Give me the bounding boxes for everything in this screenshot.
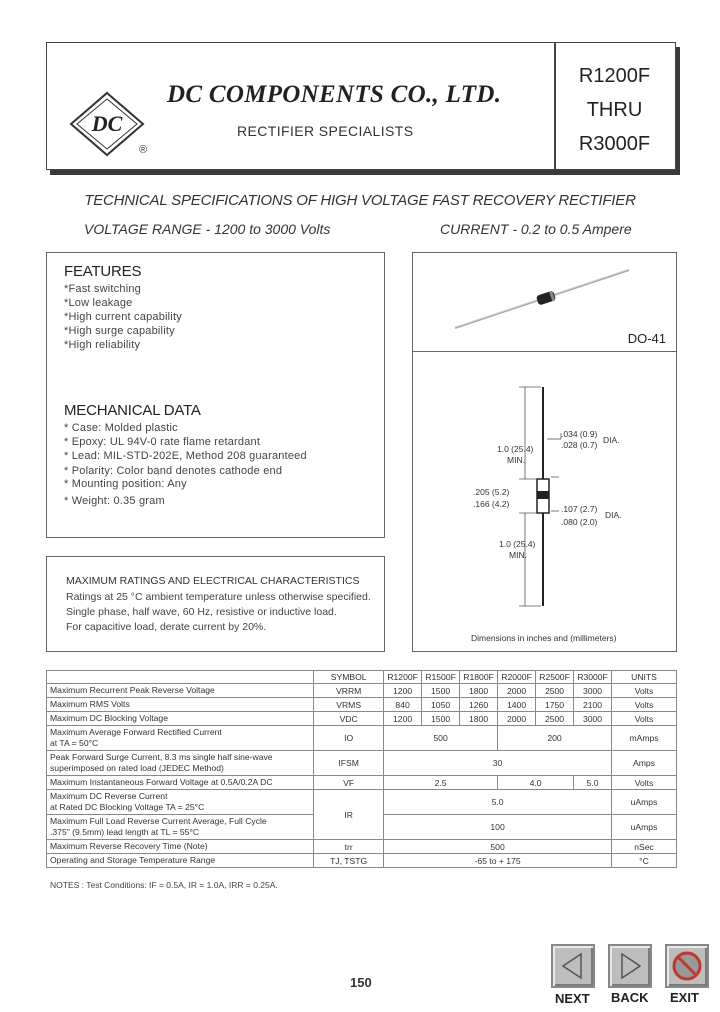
value-cell: 2500 xyxy=(536,712,574,726)
page-number: 150 xyxy=(350,975,372,990)
table-row xyxy=(47,698,677,712)
table-row xyxy=(47,790,677,815)
value-cell: 1200 xyxy=(384,712,422,726)
features-box xyxy=(46,252,385,538)
ratings-heading: MAXIMUM RATINGS AND ELECTRICAL CHARACTERISTICS xyxy=(66,575,360,587)
mechanical-item: * Epoxy: UL 94V-0 rate flame retardant xyxy=(64,436,261,448)
symbol-cell: VDC xyxy=(314,712,384,726)
table-row xyxy=(47,840,677,854)
parameter-line: at Rated DC Blocking Voltage TA = 25°C xyxy=(50,802,205,812)
dim-min-label: MIN. xyxy=(507,455,525,465)
value-cell: 5.0 xyxy=(384,790,612,815)
part-to: R3000F xyxy=(578,133,651,155)
dim-body-len-bot: .166 (4.2) xyxy=(473,499,510,509)
value-cell: 1260 xyxy=(460,698,498,712)
parameter-cell xyxy=(47,776,314,790)
parameter-line: Maximum DC Reverse Current xyxy=(50,791,168,801)
exit-button[interactable] xyxy=(665,944,709,988)
feature-item: *Fast switching xyxy=(64,283,141,295)
dc-logo-icon xyxy=(67,89,147,159)
no-entry-icon xyxy=(667,946,707,986)
dim-body-len-top: .205 (5.2) xyxy=(473,487,510,497)
parameter-line: Maximum Instantaneous Forward Voltage at 0.5A/0.2A DC xyxy=(50,777,273,787)
header-cell: UNITS xyxy=(612,671,677,684)
dimension-drawing-icon xyxy=(413,351,676,651)
mechanical-item: * Polarity: Color band denotes cathode end xyxy=(64,465,283,477)
dim-lead-length: 1.0 (25.4) xyxy=(497,444,534,454)
mechanical-item: * Lead: MIL-STD-202E, Method 208 guaranteed xyxy=(64,450,307,462)
symbol-cell: IR xyxy=(314,790,384,840)
symbol-cell: trr xyxy=(314,840,384,854)
value-cell: 500 xyxy=(384,726,498,751)
value-cell: 3000 xyxy=(574,712,612,726)
ratings-line: Ratings at 25 °C ambient temperature unless otherwise specified. xyxy=(66,591,371,603)
parameter-cell xyxy=(47,726,314,751)
header-cell xyxy=(47,671,314,684)
header-cell: R1200F xyxy=(384,671,422,684)
feature-item: *High surge capability xyxy=(64,325,175,337)
triangle-left-icon xyxy=(553,946,593,986)
parameter-line: superimposed on rated load (JEDEC Method) xyxy=(50,763,224,773)
parameter-cell xyxy=(47,751,314,776)
unit-cell: mAmps xyxy=(612,726,677,751)
dim-body-dia-bot: .080 (2.0) xyxy=(561,517,598,527)
unit-cell: Volts xyxy=(612,698,677,712)
value-cell: 1800 xyxy=(460,684,498,698)
unit-cell: uAmps xyxy=(612,815,677,840)
parameter-cell xyxy=(47,854,314,868)
part-from: R1200F xyxy=(578,65,651,87)
feature-item: *High reliability xyxy=(64,339,141,351)
value-cell: 1500 xyxy=(422,712,460,726)
unit-cell: Volts xyxy=(612,712,677,726)
spec-table xyxy=(46,670,677,868)
value-cell: 1750 xyxy=(536,698,574,712)
parameter-cell xyxy=(47,815,314,840)
symbol-cell: VRMS xyxy=(314,698,384,712)
parameter-line: Maximum RMS Volts xyxy=(50,699,130,709)
parameter-cell xyxy=(47,684,314,698)
symbol-cell: VRRM xyxy=(314,684,384,698)
mechanical-item: * Case: Molded plastic xyxy=(64,422,178,434)
ratings-line: For capacitive load, derate current by 20%. xyxy=(66,621,267,633)
header-cell: SYMBOL xyxy=(314,671,384,684)
value-cell: 1050 xyxy=(422,698,460,712)
dim-body-dia-label: DIA. xyxy=(605,510,622,520)
unit-cell: uAmps xyxy=(612,790,677,815)
back-button[interactable] xyxy=(608,944,652,988)
dim-lead-length-2: 1.0 (25.4) xyxy=(499,539,536,549)
table-row xyxy=(47,684,677,698)
header-cell: R3000F xyxy=(574,671,612,684)
value-cell: 500 xyxy=(384,840,612,854)
value-cell: 3000 xyxy=(574,684,612,698)
feature-item: *High current capability xyxy=(64,311,182,323)
company-tagline: RECTIFIER SPECIALISTS xyxy=(237,123,414,139)
mechanical-item: * Weight: 0.35 gram xyxy=(64,495,165,507)
current-range: CURRENT - 0.2 to 0.5 Ampere xyxy=(440,221,632,237)
exit-label[interactable]: EXIT xyxy=(670,990,699,1005)
table-row xyxy=(47,751,677,776)
parameter-line: Maximum Average Forward Rectified Current xyxy=(50,727,222,737)
value-cell: 1500 xyxy=(422,684,460,698)
parameter-cell xyxy=(47,698,314,712)
value-cell: -65 to + 175 xyxy=(384,854,612,868)
unit-cell: °C xyxy=(612,854,677,868)
parameter-line: at TA = 50°C xyxy=(50,738,99,748)
back-label[interactable]: BACK xyxy=(611,990,649,1005)
parameter-cell xyxy=(47,712,314,726)
mechanical-heading: MECHANICAL DATA xyxy=(64,402,201,419)
parameter-cell xyxy=(47,840,314,854)
mechanical-item: * Mounting position: Any xyxy=(64,478,187,490)
features-heading: FEATURES xyxy=(64,263,142,280)
value-cell: 840 xyxy=(384,698,422,712)
header xyxy=(46,42,676,170)
unit-cell: Volts xyxy=(612,684,677,698)
company-name: DC COMPONENTS CO., LTD. xyxy=(167,81,502,108)
header-cell: R2500F xyxy=(536,671,574,684)
header-cell: R1500F xyxy=(422,671,460,684)
value-cell: 2500 xyxy=(536,684,574,698)
notes: NOTES : Test Conditions: IF = 0.5A, IR = 1.0A, IRR = 0.25A. xyxy=(50,880,278,890)
value-cell: 2000 xyxy=(498,712,536,726)
value-cell: 4.0 xyxy=(498,776,574,790)
unit-cell: Amps xyxy=(612,751,677,776)
ratings-line: Single phase, half wave, 60 Hz, resistive or inductive load. xyxy=(66,606,337,618)
symbol-cell: TJ, TSTG xyxy=(314,854,384,868)
triangle-right-icon xyxy=(610,946,650,986)
page-title: TECHNICAL SPECIFICATIONS OF HIGH VOLTAGE FAST RECOVERY RECTIFIER xyxy=(84,192,636,209)
dim-min-label-2: MIN. xyxy=(509,550,527,560)
header-cell: R2000F xyxy=(498,671,536,684)
value-cell: 5.0 xyxy=(574,776,612,790)
value-cell: 2000 xyxy=(498,684,536,698)
ratings-box xyxy=(46,556,385,652)
parameter-line: Operating and Storage Temperature Range xyxy=(50,855,216,865)
dim-lead-dia-top: .034 (0.9) xyxy=(561,429,598,439)
registered-mark: ® xyxy=(138,144,147,156)
next-label[interactable]: NEXT xyxy=(555,991,590,1006)
unit-cell: Volts xyxy=(612,776,677,790)
part-thru: THRU xyxy=(586,99,643,121)
next-button[interactable] xyxy=(551,944,595,988)
parameter-cell xyxy=(47,790,314,815)
value-cell: 1400 xyxy=(498,698,536,712)
voltage-range: VOLTAGE RANGE - 1200 to 3000 Volts xyxy=(84,221,331,237)
parameter-line: Maximum DC Blocking Voltage xyxy=(50,713,168,723)
parameter-line: Maximum Recurrent Peak Reverse Voltage xyxy=(50,685,215,695)
table-row xyxy=(47,776,677,790)
table-row xyxy=(47,726,677,751)
dim-body-dia-top: .107 (2.7) xyxy=(561,504,598,514)
parameter-line: .375" (9.5mm) lead length at TL = 55°C xyxy=(50,827,200,837)
symbol-cell: IO xyxy=(314,726,384,751)
symbol-cell: VF xyxy=(314,776,384,790)
dimensions-footnote: Dimensions in inches and (millimeters) xyxy=(471,633,617,643)
value-cell: 2100 xyxy=(574,698,612,712)
parameter-line: Maximum Reverse Recovery Time (Note) xyxy=(50,841,208,851)
dim-dia-label: DIA. xyxy=(603,435,620,445)
value-cell: 1200 xyxy=(384,684,422,698)
feature-item: *Low leakage xyxy=(64,297,133,309)
logo-text: DC xyxy=(91,111,123,136)
table-row xyxy=(47,854,677,868)
parameter-line: Maximum Full Load Reverse Current Average, Full Cycle xyxy=(50,816,267,826)
unit-cell: nSec xyxy=(612,840,677,854)
package-box xyxy=(412,252,677,652)
value-cell: 100 xyxy=(384,815,612,840)
table-row xyxy=(47,712,677,726)
table-header-row xyxy=(47,671,677,684)
package-name: DO-41 xyxy=(627,331,666,346)
value-cell: 30 xyxy=(384,751,612,776)
symbol-cell: IFSM xyxy=(314,751,384,776)
value-cell: 2.5 xyxy=(384,776,498,790)
header-cell: R1800F xyxy=(460,671,498,684)
dim-lead-dia-bot: .028 (0.7) xyxy=(561,440,598,450)
parameter-line: Peak Forward Surge Current, 8.3 ms single half sine-wave xyxy=(50,752,273,762)
value-cell: 1800 xyxy=(460,712,498,726)
value-cell: 200 xyxy=(498,726,612,751)
